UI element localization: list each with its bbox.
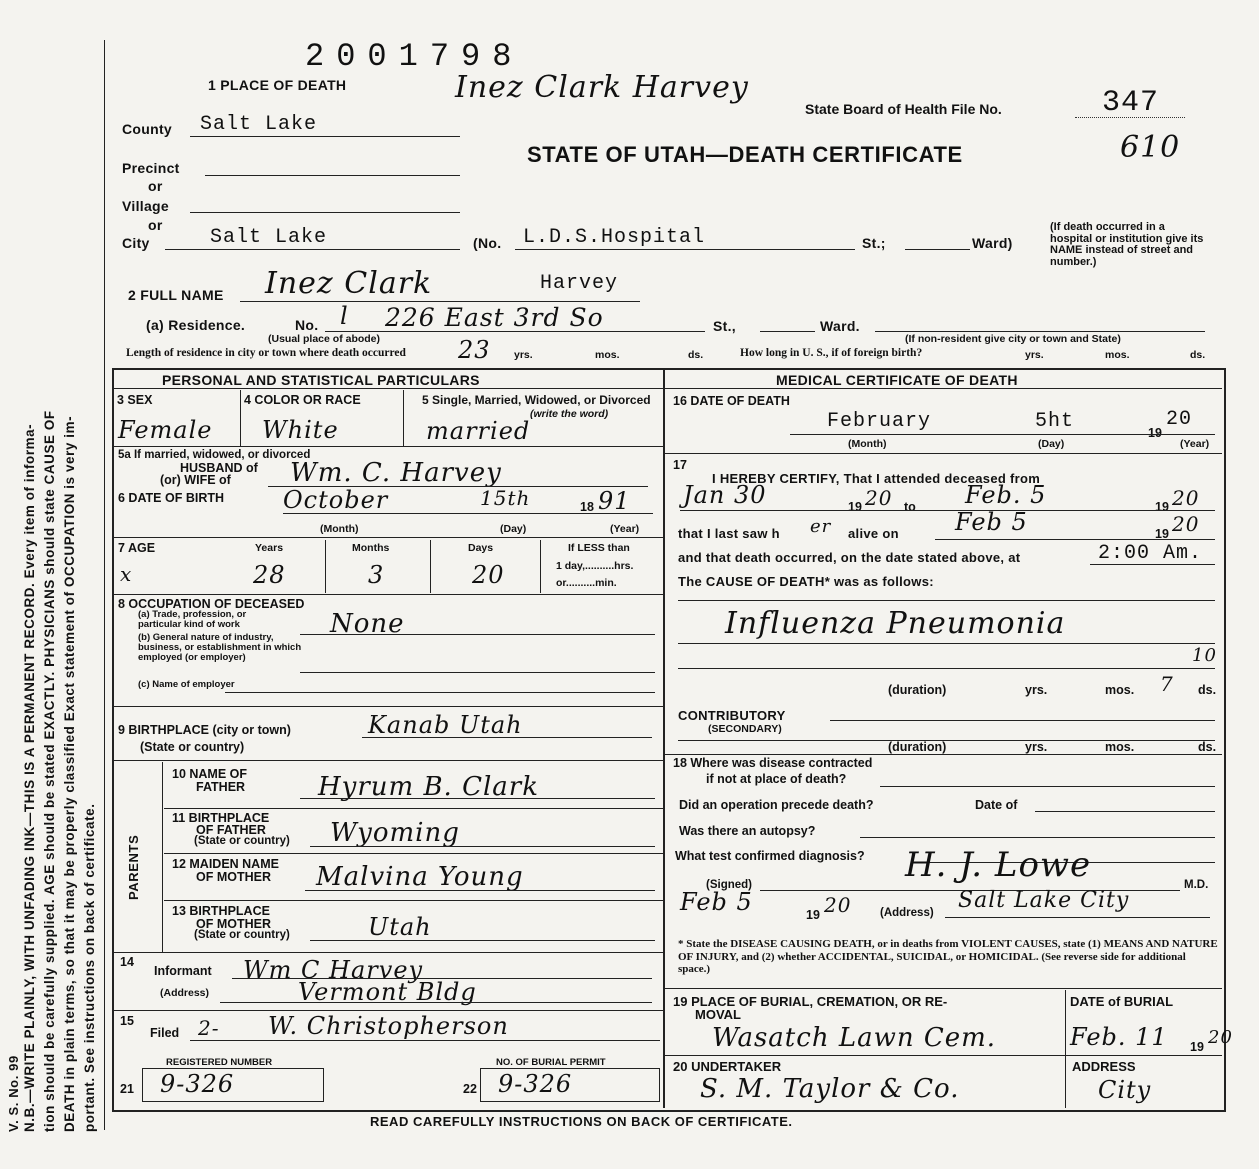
dob-line [283, 513, 653, 514]
place-of-death-label: 1 PLACE OF DEATH [208, 77, 347, 93]
sex-label: 3 SEX [117, 393, 153, 407]
mother-label-2: OF MOTHER [196, 870, 271, 884]
certificate-title: STATE OF UTAH—DEATH CERTIFICATE [527, 142, 963, 167]
father-label-1: 10 NAME OF [172, 767, 248, 781]
secondary-label: (SECONDARY) [708, 723, 782, 735]
occupation-line-a [300, 634, 655, 635]
county-value: Salt Lake [200, 113, 318, 136]
row-rule-4 [114, 706, 663, 707]
autopsy-line [860, 837, 1215, 838]
personal-section-title: PERSONAL AND STATISTICAL PARTICULARS [162, 372, 480, 388]
dob-year-caption: (Year) [610, 523, 640, 535]
margin-instructions-line-2: tion should be carefully supplied. AGE should be stated EXACTLY. PHYSICIANS should state CAUSE OF [42, 410, 57, 1132]
row-rule-10 [114, 1010, 663, 1011]
cause-yrs-label: yrs. [1025, 683, 1048, 697]
contributory-ds-label: ds. [1198, 740, 1217, 754]
signed-year: 20 [824, 893, 852, 917]
county-line [190, 136, 460, 137]
permit-prefix: 22 [463, 1082, 477, 1096]
father-bp-label-2: OF FATHER [196, 823, 266, 837]
registered-number: 9-326 [160, 1070, 235, 1098]
column-divider [663, 370, 665, 1108]
age-months-label: Months [352, 542, 390, 554]
death-date-line [790, 434, 1215, 435]
death-year-caption: (Year) [1180, 438, 1210, 450]
sex-color-divider [240, 390, 241, 446]
birthplace-label: 9 BIRTHPLACE (city or town) [118, 723, 291, 737]
burial-permit-label: NO. OF BURIAL PERMIT [496, 1057, 606, 1068]
row-rule-7 [164, 853, 663, 854]
contributory-duration-label: (duration) [888, 740, 947, 754]
dob-day: 15th [480, 486, 531, 510]
margin-rule [104, 40, 105, 1130]
marital-value: married [426, 417, 531, 445]
birthplace-line [362, 737, 652, 738]
margin-instructions-line-1: N.B.—WRITE PLAINLY, WITH UNFADING INK—THIS IS A PERMANENT RECORD. Every item of informa- [22, 423, 37, 1132]
death-date-label: 16 DATE OF DEATH [673, 394, 790, 408]
death-time: 2:00 Am. [1098, 542, 1203, 565]
physician-address-line [945, 917, 1210, 918]
md-label: M.D. [1184, 879, 1209, 891]
age-years-value: 28 [253, 561, 286, 589]
age-less-label-1: If LESS than [568, 542, 630, 554]
city-line [165, 249, 460, 250]
or-label-1: or [148, 178, 163, 194]
where-contracted-label-1: 18 Where was disease contracted [673, 756, 873, 770]
attended-to-year: 20 [1172, 486, 1200, 510]
age-mark: x [120, 562, 133, 586]
row-rule-5 [114, 760, 663, 761]
attended-from-year: 20 [865, 486, 893, 510]
father-bp-label-3: (State or country) [194, 835, 290, 847]
father-value: Hyrum B. Clark [318, 772, 539, 802]
occupation-line-b [300, 672, 655, 673]
physician-signature: H. J. Lowe [905, 845, 1092, 885]
death-day: 5ht [1035, 410, 1075, 433]
precinct-line [205, 175, 460, 176]
full-name-label: 2 FULL NAME [128, 287, 224, 303]
last-saw-pronoun: er [810, 516, 832, 537]
age-divider-3 [540, 540, 541, 593]
filed-number: 15 [120, 1014, 134, 1028]
mother-bp-label-3: (State or country) [194, 929, 290, 941]
hospital-line [515, 249, 855, 250]
parents-divider [162, 762, 163, 952]
footer-instructions: READ CAREFULLY INSTRUCTIONS ON BACK OF CERTIFICATE. [370, 1114, 793, 1129]
death-year-prefix: 19 [1148, 426, 1162, 440]
cause-label: The CAUSE OF DEATH* was as follows: [678, 574, 934, 589]
death-occurred-text: and that death occurred, on the date stated above, at [678, 550, 1021, 565]
attended-from: Jan 30 [683, 481, 767, 509]
precinct-label: Precinct [122, 160, 180, 176]
death-month: February [827, 410, 932, 433]
informant-number: 14 [120, 955, 134, 969]
informant-label: Informant [154, 964, 212, 978]
length-mos-label: mos. [595, 349, 620, 361]
age-years-label: Years [255, 542, 284, 554]
row-rule-9 [114, 952, 663, 953]
father-label-2: FATHER [196, 780, 246, 794]
informant-value: Wm C Harvey [243, 956, 424, 984]
city-value: Salt Lake [210, 226, 328, 249]
sex-value: Female [118, 416, 213, 444]
burial-place-label-1: 19 PLACE OF BURIAL, CREMATION, OR RE- [673, 994, 948, 1009]
color-label: 4 COLOR OR RACE [244, 393, 361, 407]
spouse-label-2: HUSBAND of [180, 461, 258, 475]
cause-note: 10 [1192, 645, 1217, 666]
operation-date-label: Date of [975, 798, 1018, 812]
mother-label-1: 12 MAIDEN NAME [172, 857, 279, 871]
mother-bp-label-1: 13 BIRTHPLACE [172, 904, 270, 918]
residence-street: 226 East 3rd So [385, 303, 604, 332]
mother-value: Malvina Young [316, 862, 524, 892]
parents-label: PARENTS [126, 834, 141, 900]
last-saw-text-2: alive on [848, 526, 899, 541]
burial-year-prefix: 19 [1190, 1040, 1204, 1054]
medical-section-title: MEDICAL CERTIFICATE OF DEATH [776, 372, 1018, 388]
death-month-caption: (Month) [848, 438, 887, 450]
residence-no-label: No. [295, 317, 319, 333]
full-name-last: Harvey [540, 272, 619, 295]
contributory-label: CONTRIBUTORY [678, 708, 786, 723]
us-mos-label: mos. [1105, 349, 1130, 361]
signed-date: Feb 5 [680, 888, 753, 916]
length-yrs-label: yrs. [514, 349, 533, 361]
color-value: White [262, 416, 339, 444]
burial-year: 20 [1208, 1027, 1233, 1048]
occupation-a-label: (a) Trade, profession, or particular kind of work [138, 609, 247, 630]
age-divider-1 [325, 540, 326, 593]
last-saw-line [935, 539, 1215, 540]
age-less-label-3: or..........min. [556, 577, 617, 589]
row-rule-6 [164, 808, 663, 809]
village-line [190, 212, 460, 213]
physician-address: Salt Lake City [958, 888, 1130, 913]
cause-mos-label: mos. [1105, 683, 1135, 697]
burial-place-label-2: MOVAL [695, 1007, 741, 1022]
dob-label: 6 DATE OF BIRTH [118, 491, 225, 505]
county-label: County [122, 121, 173, 137]
cause-line-3 [678, 668, 1215, 669]
certify-text: I HEREBY CERTIFY, That I attended deceased from [712, 471, 1041, 486]
autopsy-label: Was there an autopsy? [679, 824, 816, 838]
row-rule-8 [164, 900, 663, 901]
age-days-label: Days [468, 542, 494, 554]
file-number: 347 [1102, 86, 1160, 120]
marital-label: 5 Single, Married, Widowed, or Divorced [422, 393, 651, 407]
row-rule-3 [114, 594, 663, 595]
burial-permit-number: 9-326 [498, 1070, 573, 1098]
mother-bp-value: Utah [368, 913, 432, 941]
or-label-2: or [148, 217, 163, 233]
decedent-name-top: Inez Clark Harvey [455, 70, 749, 105]
filed-by: W. Christopherson [268, 1012, 509, 1040]
medical-rule-2 [665, 754, 1222, 755]
last-saw-text-1: that I last saw h [678, 526, 780, 541]
abode-note: (Usual place of abode) [268, 333, 381, 345]
burial-date: Feb. 11 [1070, 1023, 1168, 1051]
cause-value: Influenza Pneumonia [725, 606, 1066, 641]
certify-number: 17 [673, 458, 687, 472]
age-label: 7 AGE [118, 541, 156, 555]
city-label: City [122, 235, 150, 251]
filed-line [190, 1040, 660, 1041]
ward-label: Ward) [972, 235, 1013, 251]
attended-to: Feb. 5 [965, 481, 1047, 509]
file-no-label: State Board of Health File No. [805, 101, 1002, 117]
informant-address: Vermont Bldg [298, 978, 477, 1006]
medical-rule-1 [665, 453, 1222, 454]
death-day-caption: (Day) [1038, 438, 1065, 450]
attended-to-label: to [904, 500, 916, 514]
where-contracted-line [880, 786, 1215, 787]
spouse-label-3: (or) WIFE of [160, 473, 231, 487]
us-yrs-label: yrs. [1025, 349, 1044, 361]
nonresident-note: (If non-resident give city or town and State) [905, 333, 1121, 345]
dob-year-prefix: 18 [580, 500, 594, 514]
medical-rule-3 [665, 988, 1222, 989]
age-days-value: 20 [472, 561, 505, 589]
hospital-note: (If death occurred in a hospital or institution give its NAME instead of street and number.) [1050, 221, 1204, 268]
signed-year-prefix: 19 [806, 908, 820, 922]
cause-line-2 [678, 643, 1215, 644]
registered-number-label: REGISTERED NUMBER [166, 1057, 273, 1068]
cause-duration-days: 7 [1160, 672, 1174, 696]
filed-date: 2- [198, 1016, 220, 1040]
margin-instructions-line-4: portant. See instructions on back of certificate. [82, 803, 97, 1132]
death-time-line [1090, 564, 1215, 565]
signed-label: (Signed) [706, 879, 752, 891]
father-bp-line [310, 846, 655, 847]
dob-month-caption: (Month) [320, 523, 359, 535]
full-name-first-middle: Inez Clark [265, 266, 433, 301]
contributory-yrs-label: yrs. [1025, 740, 1048, 754]
spouse-value: Wm. C. Harvey [290, 458, 502, 488]
local-number: 610 [1120, 130, 1181, 165]
certificate-number: 2001798 [305, 38, 524, 75]
cause-ds-label: ds. [1198, 683, 1217, 697]
marital-write-note: (write the word) [530, 408, 609, 420]
cause-footnote: * State the DISEASE CAUSING DEATH, or in deaths from VIOLENT CAUSES, state (1) MEANS AND NATURE OF INJURY, and (2) whether ACCIDENTAL, SUICIDAL, or HOMICIDAL. (See reverse side for additional space.) [678, 938, 1218, 975]
last-saw-year-prefix: 19 [1155, 527, 1169, 541]
undertaker-address-label: ADDRESS [1072, 1059, 1136, 1074]
age-months-value: 3 [368, 561, 385, 589]
age-less-label-2: 1 day,..........hrs. [556, 560, 634, 572]
residence-ward-line-right [875, 331, 1205, 332]
full-name-line [240, 301, 640, 302]
burial-date-divider [1065, 990, 1066, 1108]
color-marital-divider [403, 390, 404, 446]
burial-date-label: DATE of BURIAL [1070, 994, 1174, 1009]
attended-from-year-prefix: 19 [848, 500, 862, 514]
residence-no-mark: l [340, 302, 349, 330]
length-ds-label: ds. [688, 349, 704, 361]
occupation-line-c [225, 692, 655, 693]
village-label: Village [122, 198, 169, 214]
contributory-line-2 [678, 740, 1215, 741]
occupation-b-label: (b) General nature of industry, business, or establishment in which employed (or employer) [138, 632, 302, 663]
row-rule-1 [114, 446, 663, 447]
cause-duration-label: (duration) [888, 683, 947, 697]
filed-label: Filed [150, 1026, 180, 1040]
dob-day-caption: (Day) [500, 523, 527, 535]
spouse-label-1: 5a If married, widowed, or divorced [118, 449, 311, 461]
us-residence-label: How long in U. S., if of foreign birth? [740, 347, 923, 359]
margin-instructions-line-3: DEATH in plain terms, so that it may be properly classified Exact statement of OCCUPATION is very im- [62, 415, 77, 1132]
street-label: St.; [862, 235, 886, 251]
undertaker-label: 20 UNDERTAKER [673, 1059, 782, 1074]
mother-line [305, 890, 655, 891]
medical-rule-4 [665, 1055, 1222, 1056]
mother-bp-line [310, 940, 655, 941]
mother-bp-label-2: OF MOTHER [196, 917, 271, 931]
occupation-value: None [330, 609, 405, 639]
age-divider-2 [430, 540, 431, 593]
where-contracted-label-2: if not at place of death? [706, 772, 847, 786]
father-bp-value: Wyoming [330, 818, 460, 848]
father-bp-label-1: 11 BIRTHPLACE [172, 811, 270, 825]
physician-address-label: (Address) [880, 907, 934, 919]
operation-date-line [1035, 811, 1215, 812]
test-label: What test confirmed diagnosis? [675, 849, 865, 863]
residence-ward-line-left [760, 331, 815, 332]
length-residence-years: 23 [458, 336, 491, 364]
informant-address-label: (Address) [160, 987, 210, 999]
contributory-line-1 [830, 720, 1215, 721]
operation-label: Did an operation precede death? [679, 798, 874, 812]
margin-vs-number: V. S. No. 99 [6, 1055, 21, 1132]
residence-ward-label: Ward. [820, 318, 860, 334]
ward-line [905, 249, 970, 250]
residence-st-label: St., [713, 318, 736, 334]
row-rule-2 [114, 537, 663, 538]
dob-month: October [283, 486, 389, 514]
hospital-value: L.D.S.Hospital [523, 226, 706, 249]
birthplace-sub-label: (State or country) [140, 740, 245, 754]
residence-label: (a) Residence. [146, 317, 246, 333]
birthplace-value: Kanab Utah [368, 711, 523, 739]
attended-to-year-prefix: 19 [1155, 500, 1169, 514]
street-no-label: (No. [473, 235, 502, 251]
attended-line [680, 510, 1215, 511]
undertaker-address: City [1098, 1076, 1152, 1104]
informant-address-line [220, 1002, 652, 1003]
file-no-line [1075, 117, 1185, 118]
last-saw-date: Feb 5 [955, 508, 1028, 536]
occupation-c-label: (c) Name of employer [138, 679, 235, 690]
burial-place: Wasatch Lawn Cem. [712, 1023, 997, 1053]
dob-year: 91 [598, 487, 631, 515]
us-ds-label: ds. [1190, 349, 1206, 361]
section-header-rule [114, 388, 1222, 389]
registered-prefix: 21 [120, 1082, 134, 1096]
last-saw-year: 20 [1172, 512, 1200, 536]
undertaker-value: S. M. Taylor & Co. [700, 1074, 960, 1104]
residence-line [325, 331, 705, 332]
occupation-label: 8 OCCUPATION OF DECEASED [118, 597, 305, 611]
cause-line-1 [678, 600, 1215, 601]
father-line [300, 798, 655, 799]
death-year: 20 [1166, 408, 1193, 431]
contributory-mos-label: mos. [1105, 740, 1135, 754]
length-residence-label: Length of residence in city or town where death occurred [126, 347, 406, 359]
